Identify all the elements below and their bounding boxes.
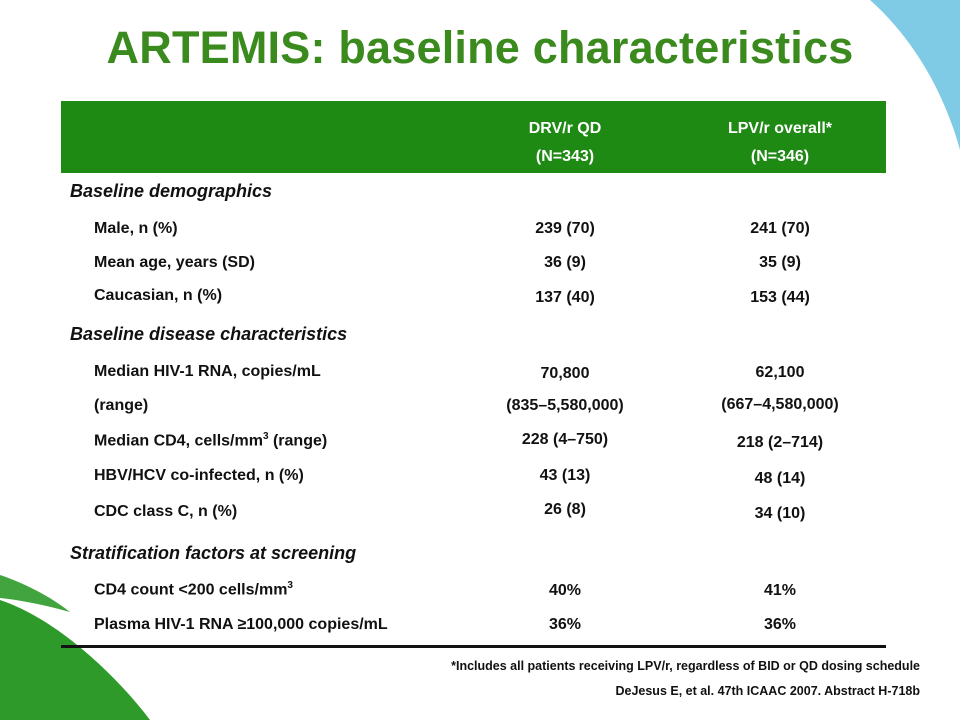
header-lpv-n: (N=346) — [750, 148, 810, 165]
footnote-lpv: *Includes all patients receiving LPV/r, regardless of BID or QD dosing schedule — [451, 659, 920, 673]
row-range-lpv: (667–4,580,000) — [721, 396, 839, 413]
row-age-drv: 36 (9) — [544, 254, 586, 271]
row-cd4count-label-sup: 3 — [287, 580, 293, 591]
header-drv-name: DRV/r QD — [528, 120, 602, 137]
page-title: ARTEMIS: baseline characteristics — [106, 22, 854, 73]
row-cd4count-drv: 40% — [548, 582, 582, 599]
row-caucasian-lpv: 153 (44) — [750, 289, 810, 306]
row-male-label: Male, n (%) — [94, 220, 178, 237]
row-rna-label: Median HIV-1 RNA, copies/mL — [94, 363, 321, 380]
section-demographics: Baseline demographics — [70, 181, 273, 201]
row-plasma-lpv: 36% — [763, 616, 797, 633]
row-plasma-drv: 36% — [548, 616, 582, 633]
header-lpv — [670, 115, 890, 171]
row-range-label: (range) — [94, 397, 149, 414]
section-disease: Baseline disease characteristics — [70, 324, 348, 344]
section-stratification: Stratification factors at screening — [70, 543, 357, 563]
row-cd4count-lpv: 41% — [763, 582, 797, 599]
row-cd4-label — [94, 431, 327, 450]
header-lpv-name: LPV/r overall* — [727, 120, 833, 137]
citation: DeJesus E, et al. 47th ICAAC 2007. Abstract H-718b — [615, 684, 920, 698]
row-cd4count-label-text: CD4 count <200 cells/mm — [94, 581, 288, 599]
table-header — [61, 101, 886, 173]
row-cd4count-label — [94, 580, 293, 599]
row-hbv-drv: 43 (13) — [539, 467, 591, 484]
row-plasma-label: Plasma HIV-1 RNA ≥100,000 copies/mL — [94, 616, 388, 633]
row-rna-lpv: 62,100 — [755, 364, 805, 381]
row-male-drv: 239 (70) — [535, 220, 595, 237]
row-cd4-drv: 228 (4–750) — [521, 431, 609, 448]
row-cd4-label-range: (range) — [268, 432, 328, 450]
row-cdc-drv: 26 (8) — [544, 501, 586, 518]
row-rna-drv: 70,800 — [540, 365, 590, 382]
row-age-lpv: 35 (9) — [759, 254, 801, 271]
row-male-lpv: 241 (70) — [750, 220, 810, 237]
row-cdc-lpv: 34 (10) — [754, 505, 806, 522]
row-range-drv: (835–5,580,000) — [506, 397, 624, 414]
row-cd4-label-text: Median CD4, cells/mm — [94, 432, 263, 450]
row-cdc-label: CDC class C, n (%) — [94, 503, 238, 520]
header-drv-n: (N=343) — [535, 148, 595, 165]
row-caucasian-drv: 137 (40) — [535, 289, 595, 306]
row-cd4-lpv: 218 (2–714) — [736, 434, 824, 451]
row-caucasian-label: Caucasian, n (%) — [94, 287, 223, 304]
header-drv — [455, 115, 675, 171]
row-hbv-lpv: 48 (14) — [754, 470, 806, 487]
row-age-label: Mean age, years (SD) — [94, 254, 255, 271]
row-hbv-label: HBV/HCV co-infected, n (%) — [94, 467, 304, 484]
table-bottom-rule — [61, 645, 886, 648]
row-cd4-label-sup: 3 — [262, 431, 269, 442]
